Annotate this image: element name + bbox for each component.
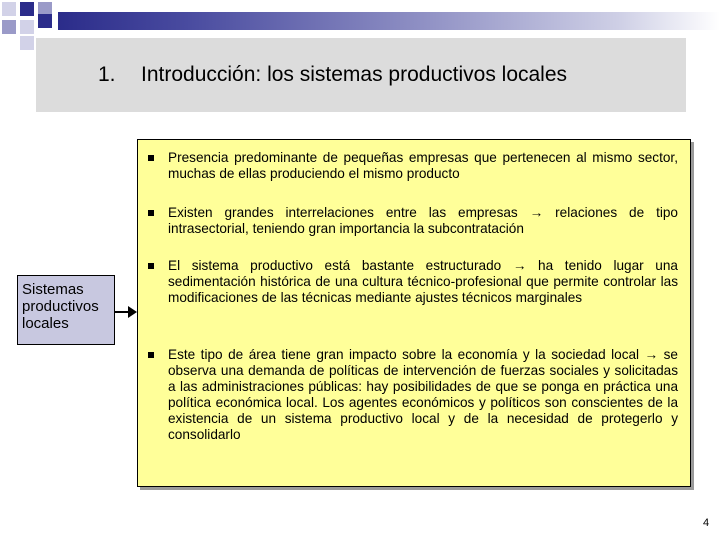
- square-bullet-icon: [148, 155, 154, 161]
- square-bullet-icon: [148, 210, 154, 216]
- content-box: [137, 139, 691, 487]
- bullet-text: Presencia predominante de pequeñas empresas que pertenecen al mismo sector, muchas de ellas produciendo el mismo producto: [168, 150, 678, 181]
- bullet-item: [138, 205, 678, 237]
- bullet-text: Este tipo de área tiene gran impacto sobre la economía y la sociedad local → se observa una demanda de políticas de intervención de fuerzas sociales y solicitadas a las administraciones públicas: hay posibilidades de que se ponga en práctica una política económica local. Los agentes económicos y políticos son conscientes de la existencia de un sistema productivo local y de la necesidad de protegerlo y consolidarlo: [168, 347, 678, 442]
- bullet-text: Existen grandes interrelaciones entre las empresas → relaciones de tipo intrasectorial, teniendo gran importancia la subcontratación: [168, 205, 678, 236]
- bullet-item: [138, 150, 678, 182]
- bullet-text: El sistema productivo está bastante estructurado → ha tenido lugar una sedimentación histórica de una cultura técnico-profesional que permite controlar las modificaciones de las técnicas mediante ajustes técnicos marginales: [168, 258, 678, 305]
- side-label-box: [17, 275, 115, 345]
- square-bullet-icon: [148, 263, 154, 269]
- bullet-item: [138, 347, 678, 443]
- connector-arrow-icon: [128, 306, 137, 318]
- page-number: 4: [703, 517, 710, 529]
- side-label: Sistemas productivos locales: [22, 281, 99, 332]
- slide-title: Introducción: los sistemas productivos locales: [141, 63, 568, 86]
- header-gradient-band: [58, 12, 720, 30]
- square-bullet-icon: [148, 352, 154, 358]
- bullet-item: [138, 258, 678, 306]
- title-number: 1.: [98, 63, 116, 86]
- connector-arrow-line: [115, 311, 129, 313]
